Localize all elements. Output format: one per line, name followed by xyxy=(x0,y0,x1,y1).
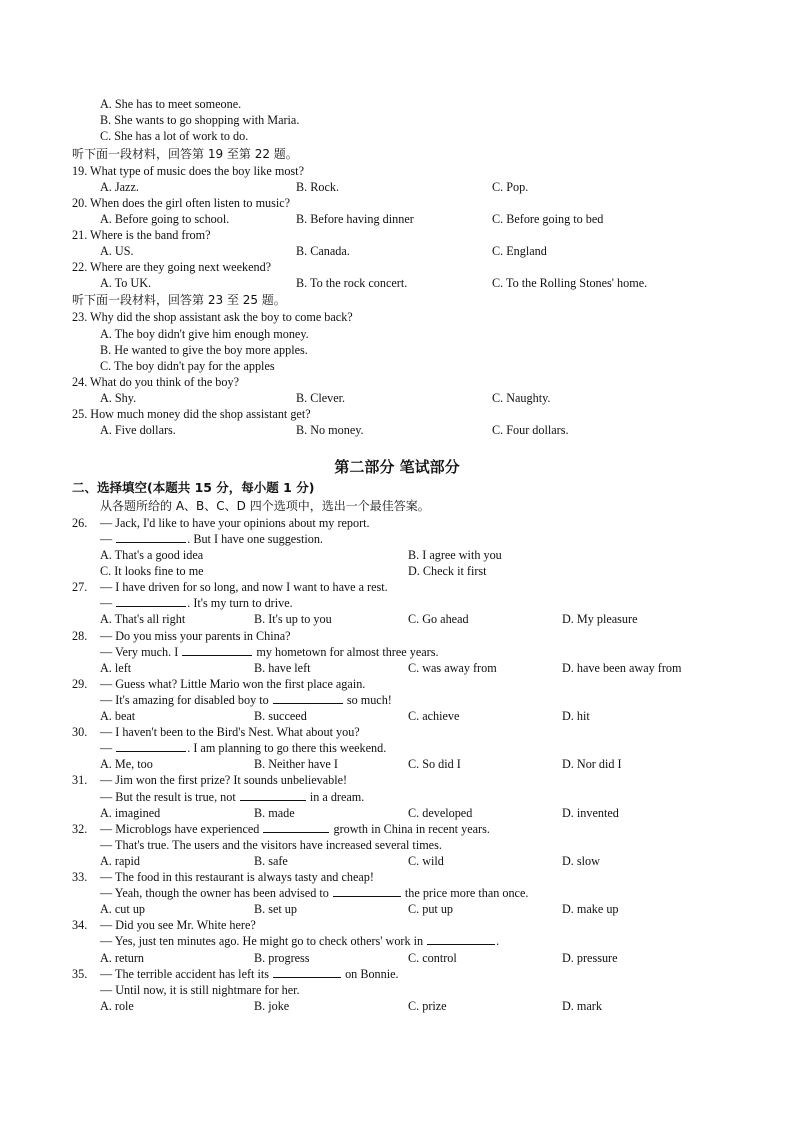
q20-stem: 20. When does the girl often listen to music? xyxy=(72,196,291,210)
q30-line2: — . I am planning to go there this weekend. xyxy=(100,741,387,755)
answer-blank[interactable] xyxy=(116,740,186,752)
answer-blank[interactable] xyxy=(116,531,186,543)
q21-option-a: A. US. xyxy=(100,244,134,258)
q23-option-a: A. The boy didn't give him enough money. xyxy=(100,327,309,341)
q33-line1: — The food in this restaurant is always tasty and cheap! xyxy=(100,870,374,884)
q22-option-b: B. To the rock concert. xyxy=(296,276,408,290)
q31-option-c: C. developed xyxy=(408,806,473,820)
q26-option-c: C. It looks fine to me xyxy=(100,564,204,578)
q25-option-c: C. Four dollars. xyxy=(492,423,569,437)
q19-option-a: A. Jazz. xyxy=(100,180,139,194)
q30-option-a: A. Me, too xyxy=(100,757,153,771)
q30-option-d: D. Nor did I xyxy=(562,757,622,771)
q18-option-b: B. She wants to go shopping with Maria. xyxy=(100,113,300,127)
q33-option-b: B. set up xyxy=(254,902,297,916)
q35-option-d: D. mark xyxy=(562,999,602,1013)
q33-option-d: D. make up xyxy=(562,902,619,916)
q29-line1: — Guess what? Little Mario won the first place again. xyxy=(100,677,366,691)
instruction-19-22: 听下面一段材料，回答第 19 至第 22 题。 xyxy=(72,147,298,161)
q30-option-c: C. So did I xyxy=(408,757,461,771)
q32-line2: — That's true. The users and the visitors have increased several times. xyxy=(100,838,442,852)
q34-option-d: D. pressure xyxy=(562,951,618,965)
q34-option-b: B. progress xyxy=(254,951,310,965)
q35-number: 35. xyxy=(72,967,88,981)
q33-line2: — Yeah, though the owner has been advised to the price more than once. xyxy=(100,886,529,900)
q30-line1: — I haven't been to the Bird's Nest. What about you? xyxy=(100,725,360,739)
q28-option-a: A. left xyxy=(100,661,132,675)
q31-option-b: B. made xyxy=(254,806,295,820)
q34-option-c: C. control xyxy=(408,951,457,965)
q24-option-c: C. Naughty. xyxy=(492,391,551,405)
q27-option-c: C. Go ahead xyxy=(408,612,469,626)
q34-number: 34. xyxy=(72,918,88,932)
part2-title: 第二部分 笔试部分 xyxy=(334,458,460,476)
q32-option-b: B. safe xyxy=(254,854,288,868)
answer-blank[interactable] xyxy=(427,933,495,945)
q35-line1: — The terrible accident has left its on Bonnie. xyxy=(100,967,399,981)
q31-number: 31. xyxy=(72,773,88,787)
q31-line2: — But the result is true, not in a dream. xyxy=(100,790,365,804)
q27-option-d: D. My pleasure xyxy=(562,612,638,626)
answer-blank[interactable] xyxy=(273,692,343,704)
q18-option-a: A. She has to meet someone. xyxy=(100,97,242,111)
q29-option-c: C. achieve xyxy=(408,709,460,723)
q27-line2: — . It's my turn to drive. xyxy=(100,596,293,610)
q21-stem: 21. Where is the band from? xyxy=(72,228,211,242)
q27-number: 27. xyxy=(72,580,88,594)
q28-line2: — Very much. I my hometown for almost three years. xyxy=(100,645,439,659)
section2-instruction: 从各题所给的 A、B、C、D 四个选项中，选出一个最佳答案。 xyxy=(100,499,430,513)
q32-option-d: D. slow xyxy=(562,854,600,868)
q33-number: 33. xyxy=(72,870,88,884)
q29-option-b: B. succeed xyxy=(254,709,307,723)
q32-number: 32. xyxy=(72,822,88,836)
q22-stem: 22. Where are they going next weekend? xyxy=(72,260,272,274)
q26-number: 26. xyxy=(72,516,88,530)
q18-option-c: C. She has a lot of work to do. xyxy=(100,129,249,143)
q33-option-c: C. put up xyxy=(408,902,454,916)
q22-option-a: A. To UK. xyxy=(100,276,152,290)
q20-option-c: C. Before going to bed xyxy=(492,212,604,226)
q27-line1: — I have driven for so long, and now I want to have a rest. xyxy=(100,580,388,594)
q33-option-a: A. cut up xyxy=(100,902,146,916)
q29-number: 29. xyxy=(72,677,88,691)
q31-line1: — Jim won the first prize? It sounds unbelievable! xyxy=(100,773,348,787)
q23-option-b: B. He wanted to give the boy more apples. xyxy=(100,343,308,357)
q28-line1: — Do you miss your parents in China? xyxy=(100,629,291,643)
answer-blank[interactable] xyxy=(263,821,329,833)
q23-option-c: C. The boy didn't pay for the apples xyxy=(100,359,275,373)
q24-stem: 24. What do you think of the boy? xyxy=(72,375,239,389)
answer-blank[interactable] xyxy=(240,789,306,801)
q31-option-a: A. imagined xyxy=(100,806,161,820)
answer-blank[interactable] xyxy=(182,644,252,656)
q28-option-c: C. was away from xyxy=(408,661,497,675)
q35-option-a: A. role xyxy=(100,999,134,1013)
q29-line2: — It's amazing for disabled boy to so much! xyxy=(100,693,392,707)
q35-line2: — Until now, it is still nightmare for her. xyxy=(100,983,300,997)
q30-option-b: B. Neither have I xyxy=(254,757,338,771)
q21-option-b: B. Canada. xyxy=(296,244,350,258)
q24-option-b: B. Clever. xyxy=(296,391,346,405)
q35-option-b: B. joke xyxy=(254,999,290,1013)
q26-option-b: B. I agree with you xyxy=(408,548,502,562)
q32-line1: — Microblogs have experienced growth in China in recent years. xyxy=(100,822,490,836)
q19-option-c: C. Pop. xyxy=(492,180,529,194)
q34-line1: — Did you see Mr. White here? xyxy=(100,918,256,932)
q27-option-b: B. It's up to you xyxy=(254,612,332,626)
q25-option-b: B. No money. xyxy=(296,423,364,437)
q20-option-b: B. Before having dinner xyxy=(296,212,414,226)
q32-option-c: C. wild xyxy=(408,854,444,868)
q21-option-c: C. England xyxy=(492,244,547,258)
q28-number: 28. xyxy=(72,629,88,643)
instruction-23-25: 听下面一段材料，回答第 23 至 25 题。 xyxy=(72,293,286,307)
q26-option-d: D. Check it first xyxy=(408,564,487,578)
q19-stem: 19. What type of music does the boy like most? xyxy=(72,164,304,178)
q30-number: 30. xyxy=(72,725,88,739)
q26-line2: — . But I have one suggestion. xyxy=(100,532,323,546)
q32-option-a: A. rapid xyxy=(100,854,140,868)
q26-line1: — Jack, I'd like to have your opinions about my report. xyxy=(100,516,370,530)
q24-option-a: A. Shy. xyxy=(100,391,137,405)
q20-option-a: A. Before going to school. xyxy=(100,212,230,226)
q25-option-a: A. Five dollars. xyxy=(100,423,176,437)
q28-option-b: B. have left xyxy=(254,661,311,675)
q22-option-c: C. To the Rolling Stones' home. xyxy=(492,276,648,290)
q34-option-a: A. return xyxy=(100,951,144,965)
q35-option-c: C. prize xyxy=(408,999,447,1013)
q25-stem: 25. How much money did the shop assistant get? xyxy=(72,407,311,421)
q26-option-a: A. That's a good idea xyxy=(100,548,204,562)
answer-blank[interactable] xyxy=(333,885,401,897)
q19-option-b: B. Rock. xyxy=(296,180,339,194)
q27-option-a: A. That's all right xyxy=(100,612,186,626)
q31-option-d: D. invented xyxy=(562,806,619,820)
q28-option-d: D. have been away from xyxy=(562,661,682,675)
answer-blank[interactable] xyxy=(273,966,341,978)
q34-line2: — Yes, just ten minutes ago. He might go to check others' work in . xyxy=(100,934,500,948)
answer-blank[interactable] xyxy=(116,595,186,607)
q29-option-d: D. hit xyxy=(562,709,590,723)
q29-option-a: A. beat xyxy=(100,709,136,723)
section2-heading: 二、选择填空(本题共 15 分，每小题 1 分) xyxy=(72,480,315,495)
q23-stem: 23. Why did the shop assistant ask the boy to come back? xyxy=(72,310,353,324)
